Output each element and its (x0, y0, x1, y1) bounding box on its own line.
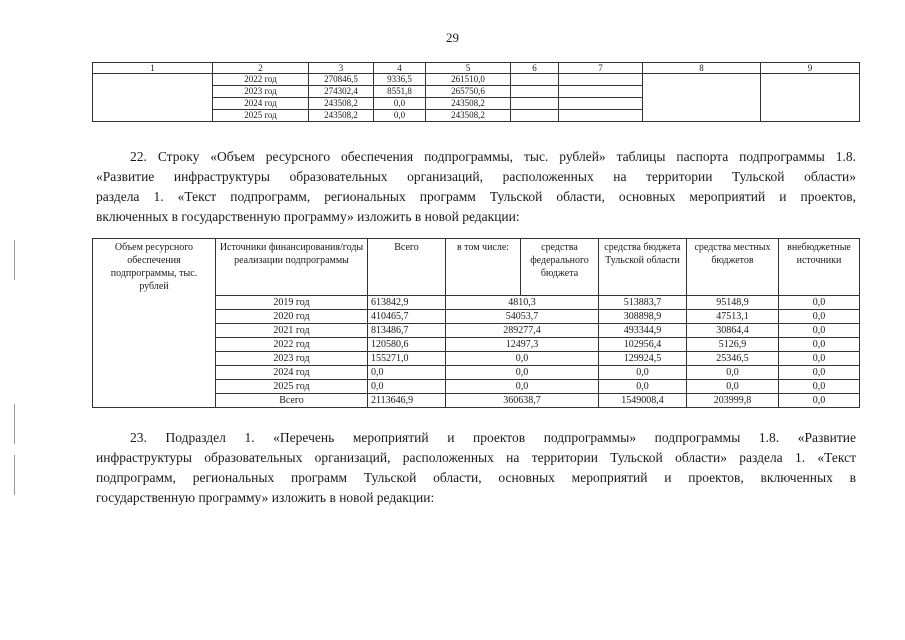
total-cell: 0,0 (368, 366, 446, 380)
total-cell: 0,0 (368, 380, 446, 394)
year-cell: Всего (216, 394, 368, 408)
resource-table (92, 238, 860, 408)
header-total: Всего (368, 239, 446, 296)
col-number: 1 (93, 63, 213, 74)
row-label: Объем ресурсного обеспечения подпрограммы, тыс. рублей (93, 239, 216, 408)
empty-cell (93, 74, 213, 122)
regional-cell: 0,0 (599, 366, 687, 380)
year-cell: 2023 год (213, 86, 309, 98)
regional-cell: 493344,9 (599, 324, 687, 338)
total-cell: 813486,7 (368, 324, 446, 338)
header-incl: в том числе: (446, 239, 521, 296)
empty-cell (511, 86, 559, 98)
text-line: 22. Строку «Объем ресурсного обеспечения подпрограммы, тыс. рублей» таблицы паспорта подпрограммы 1.8. (130, 149, 856, 164)
federal-cell: 0,0 (446, 366, 599, 380)
total-cell: 613842,9 (368, 296, 446, 310)
local-cell: 5126,9 (687, 338, 779, 352)
col-number: 9 (761, 63, 860, 74)
col-number: 2 (213, 63, 309, 74)
col-number: 4 (374, 63, 426, 74)
extra-cell: 0,0 (779, 338, 860, 352)
value-cell: 243508,2 (309, 98, 374, 110)
value-cell: 243508,2 (309, 110, 374, 122)
year-cell: 2025 год (213, 110, 309, 122)
text-line: государственную программу» изложить в новой редакции: (96, 490, 435, 505)
text-line: инфраструктуры образовательных организаций, расположенных на территории Тульской области» раздела 1. «Текст (96, 450, 856, 465)
scan-margin-mark (14, 404, 15, 444)
empty-cell (511, 98, 559, 110)
value-cell: 9336,5 (374, 74, 426, 86)
regional-cell: 0,0 (599, 380, 687, 394)
regional-cell: 129924,5 (599, 352, 687, 366)
scan-margin-mark (14, 455, 15, 495)
year-cell: 2024 год (213, 98, 309, 110)
empty-cell (511, 110, 559, 122)
federal-cell: 12497,3 (446, 338, 599, 352)
col-number: 7 (559, 63, 643, 74)
value-cell: 265750,6 (426, 86, 511, 98)
year-cell: 2021 год (216, 324, 368, 338)
extra-cell: 0,0 (779, 296, 860, 310)
col-number: 5 (426, 63, 511, 74)
local-cell: 0,0 (687, 366, 779, 380)
local-cell: 30864,4 (687, 324, 779, 338)
year-cell: 2024 год (216, 366, 368, 380)
federal-cell: 0,0 (446, 352, 599, 366)
local-cell: 95148,9 (687, 296, 779, 310)
regional-cell: 513883,7 (599, 296, 687, 310)
table-row (93, 74, 860, 86)
text-line: подпрограмм, региональных программ Тульской области, основных мероприятий и проектов, включенных в (96, 470, 856, 485)
table-header-row (93, 239, 860, 296)
header-federal: средства федерального бюджета (521, 239, 599, 296)
value-cell: 261510,0 (426, 74, 511, 86)
value-cell: 8551,8 (374, 86, 426, 98)
header-regional: средства бюджета Тульской области (599, 239, 687, 296)
value-cell: 0,0 (374, 110, 426, 122)
value-cell: 243508,2 (426, 110, 511, 122)
header-extra: внебюджетные источники (779, 239, 860, 296)
year-cell: 2020 год (216, 310, 368, 324)
header-sources: Источники финансирования/годы реализации подпрограммы (216, 239, 368, 296)
federal-cell: 4810,3 (446, 296, 599, 310)
continuation-table (92, 62, 860, 122)
local-cell: 47513,1 (687, 310, 779, 324)
header-local: средства местных бюджетов (687, 239, 779, 296)
extra-cell: 0,0 (779, 310, 860, 324)
empty-cell (761, 74, 860, 122)
extra-cell: 0,0 (779, 352, 860, 366)
scan-margin-mark (14, 240, 15, 280)
year-cell: 2023 год (216, 352, 368, 366)
regional-cell: 308898,9 (599, 310, 687, 324)
value-cell: 243508,2 (426, 98, 511, 110)
year-cell: 2025 год (216, 380, 368, 394)
text-line: «Развитие инфраструктуры образовательных организаций, расположенных на территории Тульской области» (96, 169, 856, 184)
empty-cell (559, 74, 643, 86)
text-line: раздела 1. «Текст подпрограмм, региональных программ Тульской области, основных мероприятий и проектов, (96, 189, 856, 204)
value-cell: 274302,4 (309, 86, 374, 98)
empty-cell (643, 74, 761, 122)
col-number: 3 (309, 63, 374, 74)
local-cell: 25346,5 (687, 352, 779, 366)
paragraph-23 (96, 428, 856, 508)
page-number: 29 (446, 30, 459, 45)
extra-cell: 0,0 (779, 394, 860, 408)
total-cell: 2113646,9 (368, 394, 446, 408)
empty-cell (559, 86, 643, 98)
federal-cell: 54053,7 (446, 310, 599, 324)
table-header-row (93, 63, 860, 74)
total-cell: 155271,0 (368, 352, 446, 366)
regional-cell: 102956,4 (599, 338, 687, 352)
paragraph-22 (96, 147, 856, 227)
federal-cell: 360638,7 (446, 394, 599, 408)
regional-cell: 1549008,4 (599, 394, 687, 408)
local-cell: 0,0 (687, 380, 779, 394)
federal-cell: 0,0 (446, 380, 599, 394)
extra-cell: 0,0 (779, 366, 860, 380)
empty-cell (559, 110, 643, 122)
extra-cell: 0,0 (779, 380, 860, 394)
empty-cell (511, 74, 559, 86)
text-line: 23. Подраздел 1. «Перечень мероприятий и проектов подпрограммы» подпрограммы 1.8. «Развитие (130, 430, 856, 445)
year-cell: 2019 год (216, 296, 368, 310)
year-cell: 2022 год (213, 74, 309, 86)
col-number: 6 (511, 63, 559, 74)
extra-cell: 0,0 (779, 324, 860, 338)
value-cell: 0,0 (374, 98, 426, 110)
empty-cell (559, 98, 643, 110)
total-cell: 410465,7 (368, 310, 446, 324)
year-cell: 2022 год (216, 338, 368, 352)
total-cell: 120580,6 (368, 338, 446, 352)
federal-cell: 289277,4 (446, 324, 599, 338)
value-cell: 270846,5 (309, 74, 374, 86)
local-cell: 203999,8 (687, 394, 779, 408)
text-line: включенных в государственную программу» изложить в новой редакции: (96, 209, 520, 224)
col-number: 8 (643, 63, 761, 74)
